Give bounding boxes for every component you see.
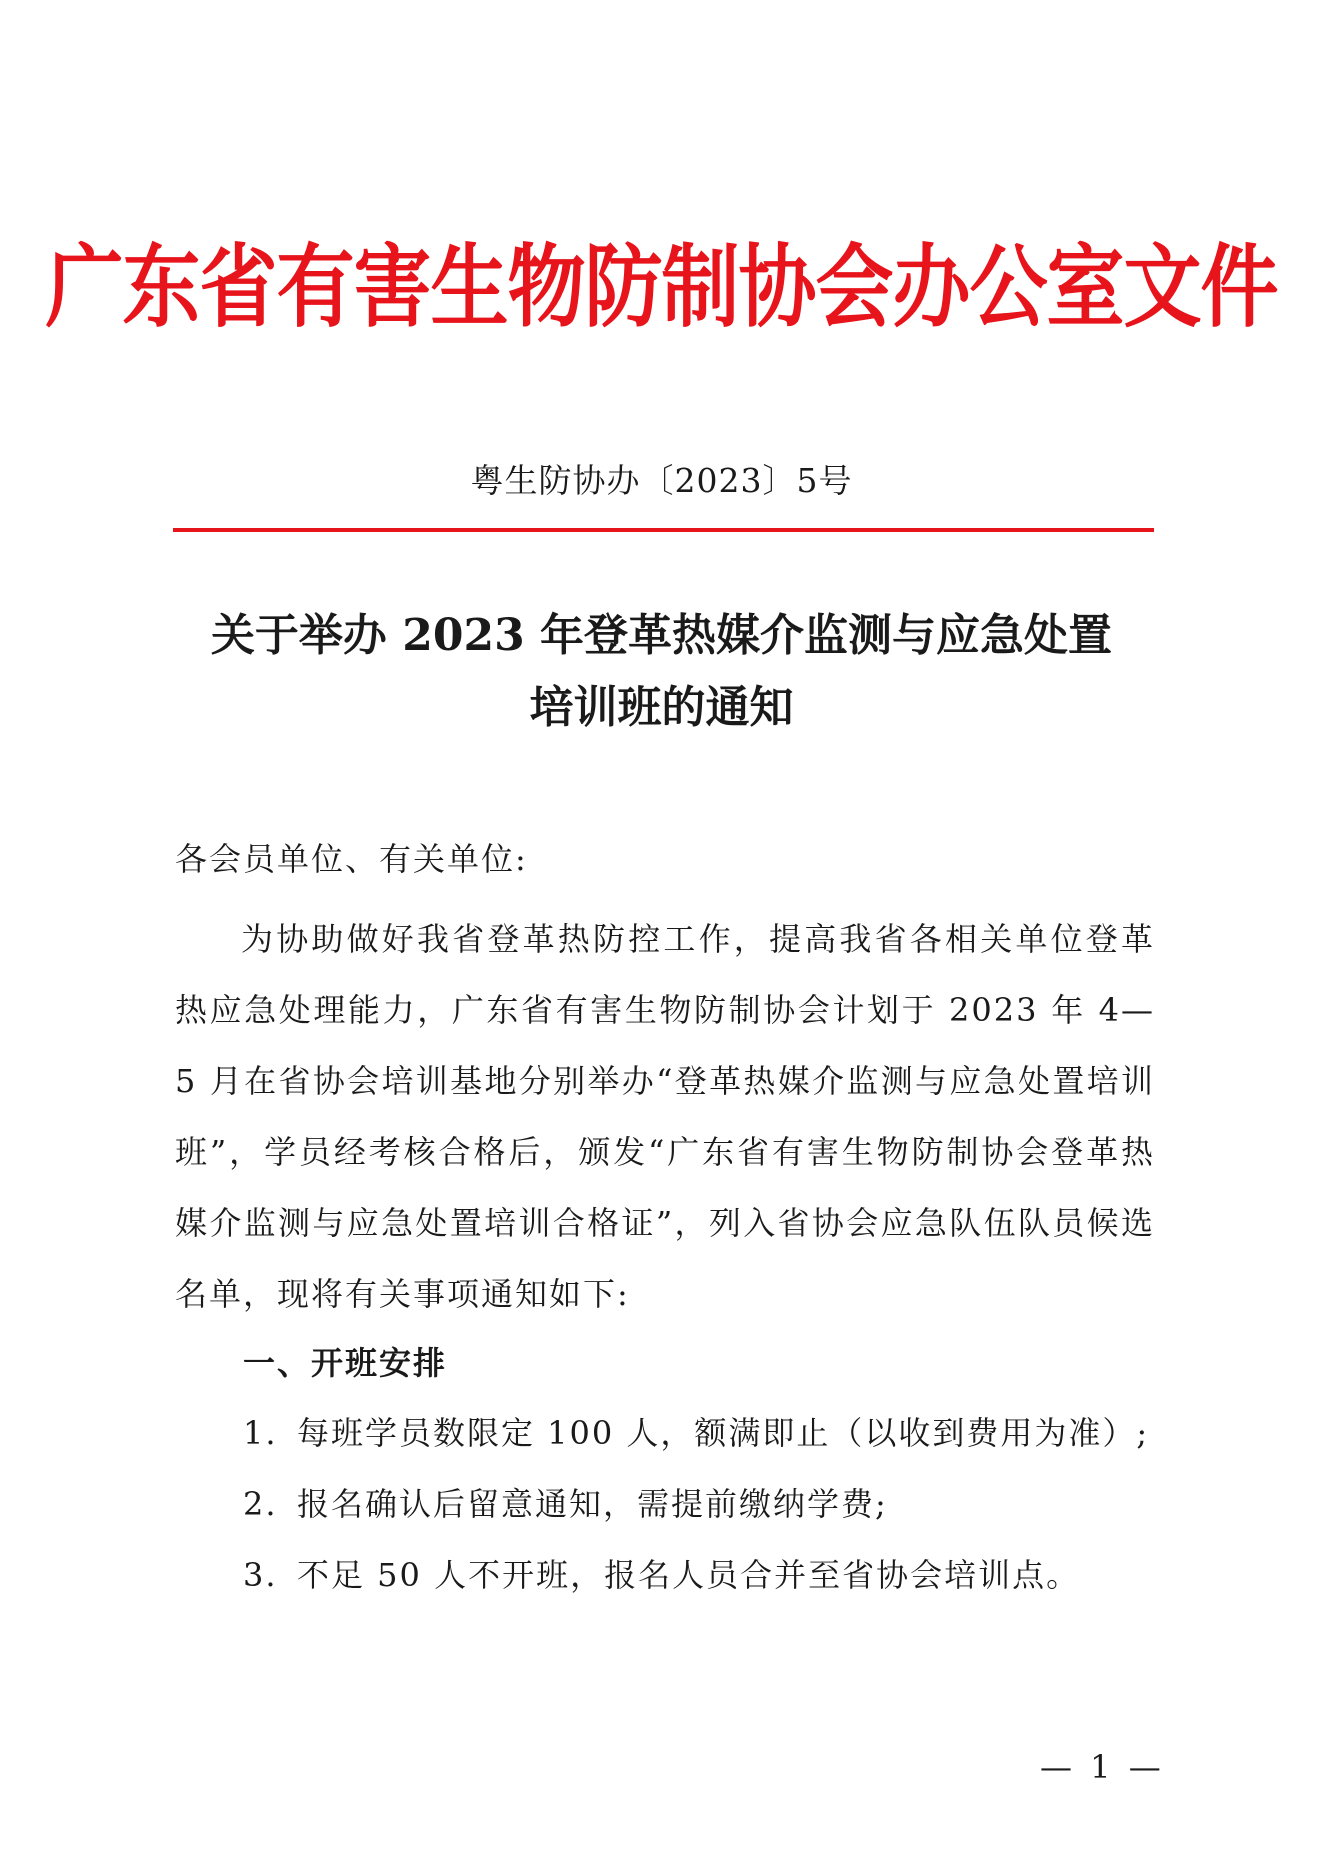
body-paragraph: 为协助做好我省登革热防控工作，提高我省各相关单位登革热应急处理能力，广东省有害生物防制协会计划于 2023 年 4—5 月在省协会培训基地分别举办“登革热媒介监测与应急处置培训班”，学员经考核合格后，颁发“广东省有害生物防制协会登革热媒介监测与应急处置培训合格证”，列入省协会应急队伍队员候选名单，现将有关事项通知如下: [175,920,1155,1313]
red-divider-line [173,528,1154,532]
list-item-number: 3. [243,1556,278,1594]
section-heading: 一、开班安排 [243,1344,448,1382]
notice-title-line-1: 关于举办 2023 年登革热媒介监测与应急处置 [210,610,1113,661]
list-item-text: 每班学员数限定 100 人，额满即止（以收到费用为准）; [297,1414,1150,1452]
list-item-text: 不足 50 人不开班，报名人员合并至省协会培训点。 [297,1556,1081,1594]
list-item-number: 2. [243,1485,278,1523]
document-header-title: 广东省有害生物防制协会办公室文件 [45,235,1278,340]
list-item [243,1398,1149,1469]
document-number: 粤生防协办〔2023〕5号 [470,461,853,500]
arrangement-list [243,1398,1149,1611]
notice-title [150,600,1173,744]
salutation: 各会员单位、有关单位: [175,840,528,878]
list-item [243,1469,1149,1540]
list-item-number: 1. [243,1414,278,1452]
list-item-text: 报名确认后留意通知，需提前缴纳学费; [297,1485,888,1523]
list-item [243,1540,1149,1611]
page-number: — 1 — [1040,1748,1165,1786]
notice-title-line-2: 培训班的通知 [529,682,794,733]
